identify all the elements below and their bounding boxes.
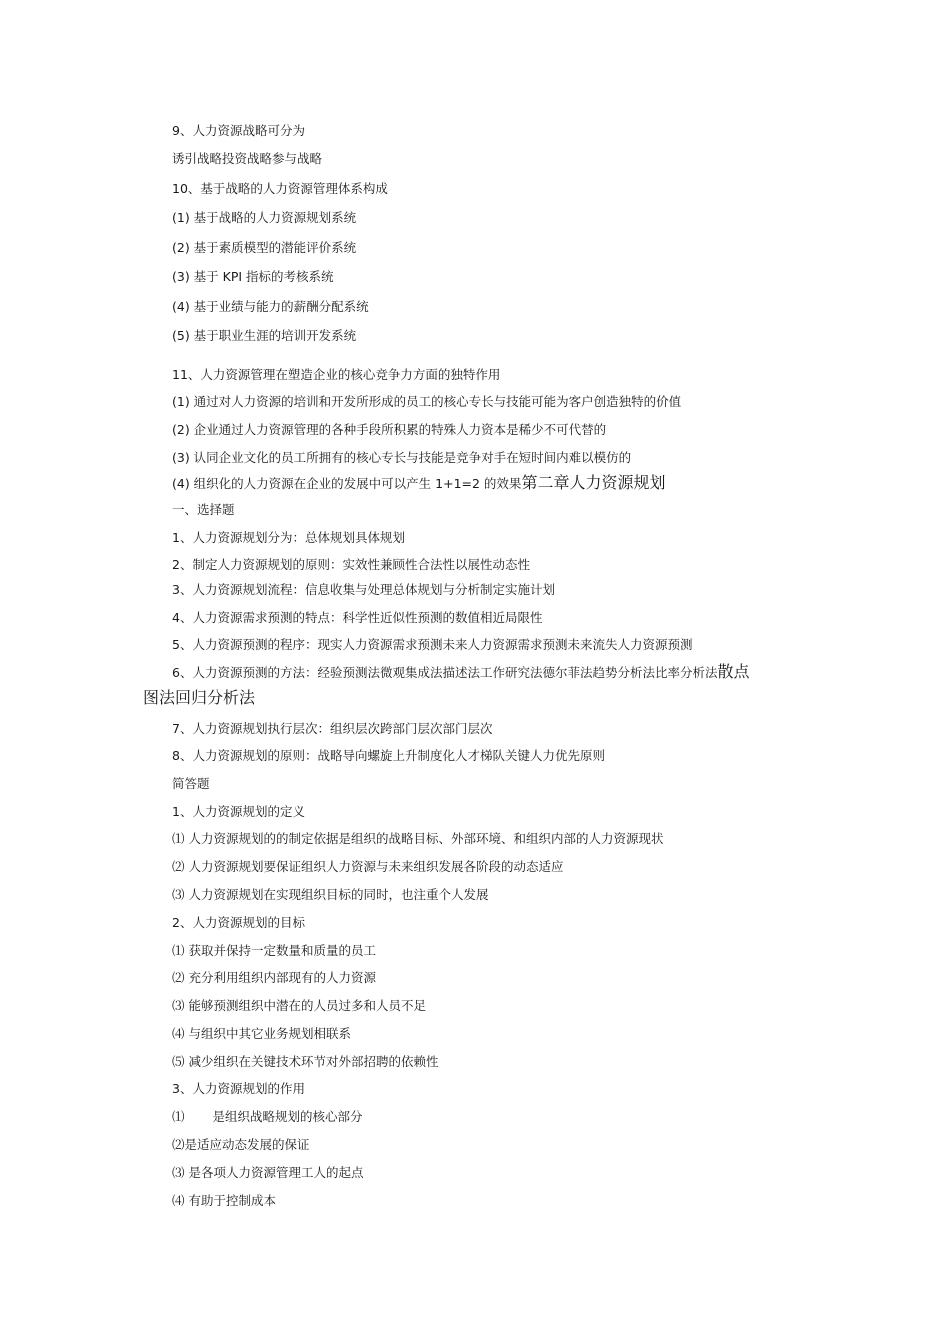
chapter-title: 第二章人力资源规划	[521, 473, 666, 492]
list-item: (2) 基于素质模型的潜能评价系统	[172, 240, 357, 255]
list-item: (3) 认同企业文化的员工所拥有的核心专长与技能是竞争对手在短时间内难以模仿的	[172, 450, 632, 465]
list-item-continuation: 图法回归分析法	[143, 688, 256, 707]
list-item	[172, 1108, 363, 1126]
list-item: (3) 基于 KPI 指标的考核系统	[172, 269, 334, 284]
list-item: ⑵ 人力资源规划要保证组织人力资源与未来组织发展各阶段的动态适应	[172, 859, 564, 874]
list-item: 5、人力资源预测的程序：现实人力资源需求预测未来人力资源需求预测未来流失人力资源预测	[172, 637, 693, 652]
list-item	[172, 474, 665, 493]
list-item: (5) 基于职业生涯的培训开发系统	[172, 328, 357, 343]
heading-9: 9、人力资源战略可分为	[172, 123, 305, 138]
list-item: ⑶ 是各项人力资源管理工人的起点	[172, 1165, 364, 1180]
question-heading: 1、人力资源规划的定义	[172, 804, 305, 819]
list-item: (1) 基于战略的人力资源规划系统	[172, 210, 357, 225]
list-item-text: (4) 组织化的人力资源在企业的发展中可以产生 1+1=2 的效果	[172, 476, 522, 491]
list-item: 3、人力资源规划流程：信息收集与处理总体规划与分析制定实施计划	[172, 582, 555, 597]
list-item: ⑶ 人力资源规划在实现组织目标的同时，也注重个人发展	[172, 887, 489, 902]
text-line: 诱引战略投资战略参与战略	[172, 151, 323, 166]
list-item: 8、人力资源规划的原则：战略导向螺旋上升制度化人才梯队关键人力优先原则	[172, 748, 605, 763]
list-item-text: 6、人力资源预测的方法：经验预测法微观集成法描述法工作研究法德尔菲法趋势分析法比率分析法	[172, 665, 718, 680]
section-heading: 简答题	[172, 776, 210, 791]
question-heading: 3、人力资源规划的作用	[172, 1081, 305, 1096]
list-item: 4、人力资源需求预测的特点：科学性近似性预测的数值相近局限性	[172, 610, 543, 625]
list-item: ⑷ 与组织中其它业务规划相联系	[172, 1026, 351, 1041]
list-item: ⑵ 充分利用组织内部现有的人力资源	[172, 970, 376, 985]
list-item: 7、人力资源规划执行层次：组织层次跨部门层次部门层次	[172, 721, 493, 736]
list-item: ⑸ 减少组织在关键技术环节对外部招聘的依赖性	[172, 1054, 439, 1069]
section-heading: 一、选择题	[172, 502, 235, 517]
list-item: (1) 通过对人力资源的培训和开发所形成的员工的核心专长与技能可能为客户创造独特的价值	[172, 394, 682, 409]
list-item-text: 是组织战略规划的核心部分	[212, 1109, 363, 1124]
heading-10: 10、基于战略的人力资源管理体系构成	[172, 181, 388, 196]
list-item: 1、人力资源规划分为：总体规划具体规划	[172, 530, 405, 545]
list-item: 2、制定人力资源规划的原则：实效性兼顾性合法性以展性动态性	[172, 557, 530, 572]
list-item-number: ⑴	[172, 1109, 185, 1124]
heading-11: 11、人力资源管理在塑造企业的核心竞争力方面的独特作用	[172, 367, 501, 382]
list-item: ⑶ 能够预测组织中潜在的人员过多和人员不足	[172, 998, 426, 1013]
list-item-tail: 散点	[717, 662, 750, 681]
question-heading: 2、人力资源规划的目标	[172, 915, 305, 930]
list-item: ⑷ 有助于控制成本	[172, 1193, 276, 1208]
list-item: ⑴ 获取并保持一定数量和质量的员工	[172, 943, 376, 958]
list-item: (2) 企业通过人力资源管理的各种手段所积累的特殊人力资本是稀少不可代替的	[172, 422, 607, 437]
list-item: ⑴ 人力资源规划的的制定依据是组织的战略目标、外部环境、和组织内部的人力资源现状	[172, 831, 664, 846]
list-item: ⑵是适应动态发展的保证	[172, 1137, 310, 1152]
list-item: (4) 基于业绩与能力的薪酬分配系统	[172, 299, 369, 314]
list-item	[172, 663, 749, 682]
